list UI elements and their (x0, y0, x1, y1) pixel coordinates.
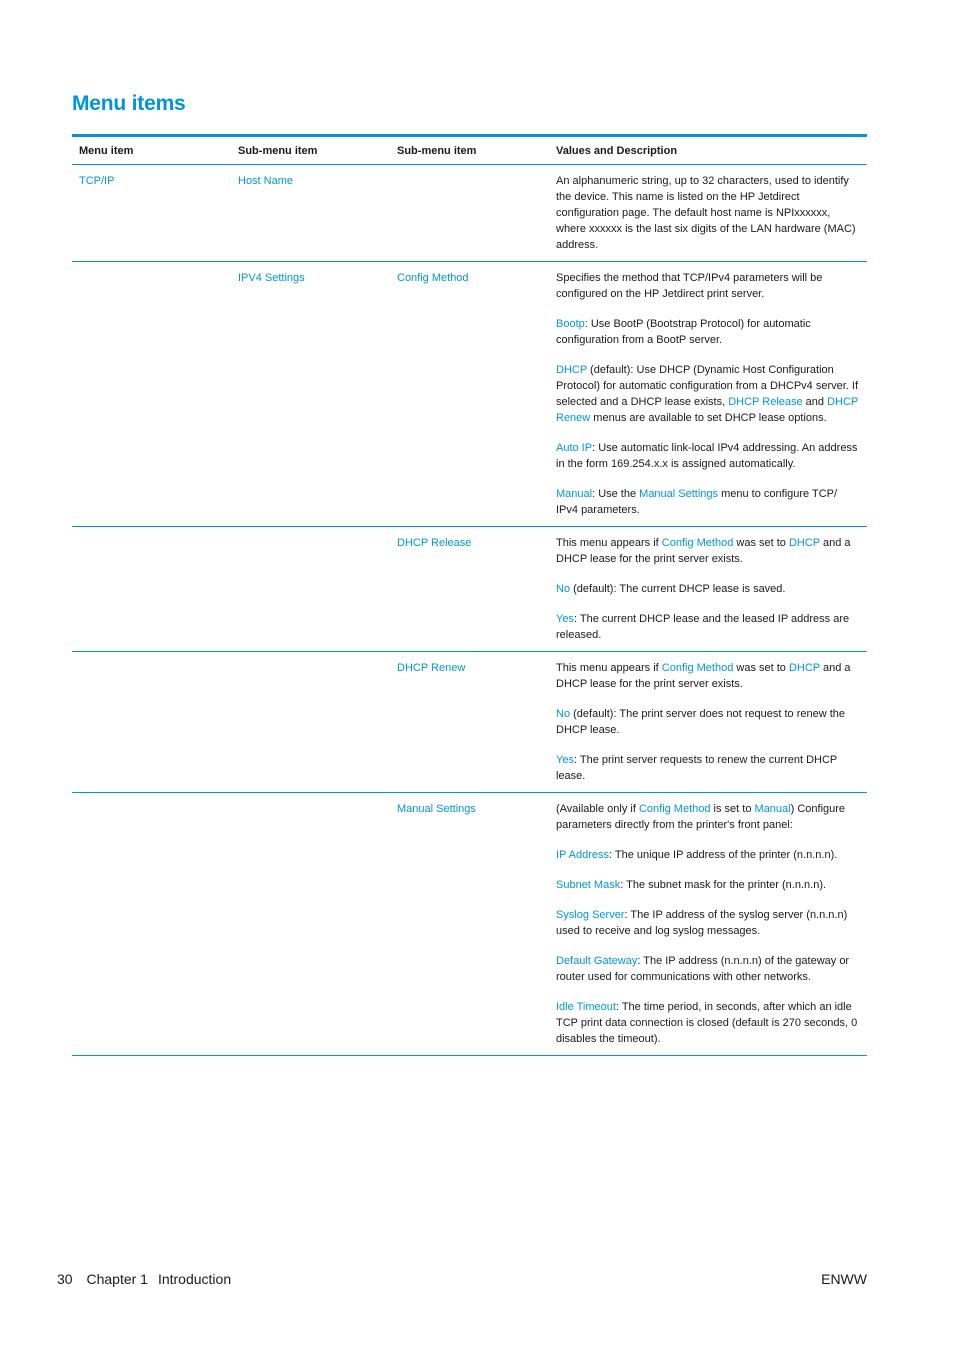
description-text: was set to (733, 662, 789, 674)
option-link[interactable]: DHCP (556, 364, 587, 376)
sub-menu-item-cell[interactable] (231, 270, 390, 518)
option-link[interactable]: Bootp (556, 318, 585, 330)
menu-item-cell[interactable] (72, 173, 231, 253)
description-text: : Use BootP (Bootstrap Protocol) for automatic configuration from a BootP server. (556, 318, 811, 346)
header-menu-item: Menu item (79, 144, 134, 157)
option-link[interactable]: Idle Timeout (556, 1001, 616, 1013)
description-text: : The unique IP address of the printer (n.n.n.n). (609, 849, 838, 861)
description-text: and (802, 396, 828, 408)
description-paragraph (556, 999, 861, 1047)
description-text: ) Configure parameters directly from the printer's front panel: (556, 803, 846, 831)
description-paragraph (556, 801, 861, 833)
header-values-description: Values and Description (556, 144, 678, 157)
description-paragraph (556, 486, 861, 518)
option-link[interactable]: Manual Settings (639, 488, 719, 500)
option-link[interactable]: Manual (556, 488, 593, 500)
option-link[interactable]: Yes (556, 613, 574, 625)
description-text: and a DHCP lease for the print server exists. (556, 537, 851, 565)
description-text: (default): The current DHCP lease is saved. (570, 583, 786, 595)
option-link[interactable]: DHCP Release (728, 396, 803, 408)
table-row (72, 165, 867, 262)
menu-item-cell (72, 535, 231, 643)
description-text: Specifies the method that TCP/IPv4 parameters will be configured on the HP Jetdirect print server. (556, 272, 823, 300)
sub-menu-item-cell (231, 660, 390, 784)
menu-item-cell (72, 270, 231, 518)
option-link[interactable]: Config Method (638, 803, 711, 815)
option-link[interactable]: Subnet Mask (556, 879, 621, 891)
description-paragraph (556, 660, 861, 692)
menu-link[interactable]: Host Name (238, 175, 294, 187)
header-sub-menu-item-2: Sub-menu item (397, 144, 477, 157)
description-paragraph (556, 173, 861, 253)
description-cell (549, 535, 867, 643)
option-link[interactable]: DHCP (788, 537, 820, 549)
description-text: : The print server requests to renew the current DHCP lease. (556, 754, 838, 782)
description-text: (default): Use DHCP (Dynamic Host Configuration Protocol) for automatic configuration from a DHCPv4 server. If selected and a DHCP lease exists, (556, 364, 859, 408)
option-link[interactable]: Manual (754, 803, 791, 815)
description-text: : The IP address of the syslog server (n.n.n.n) used to receive and log syslog messages. (556, 909, 848, 937)
description-paragraph (556, 907, 861, 939)
description-text: menus are available to set DHCP lease options. (590, 412, 827, 424)
option-link[interactable]: Default Gateway (556, 955, 638, 967)
menu-link[interactable]: Config Method (397, 272, 469, 284)
description-text: : The IP address (n.n.n.n) of the gateway or router used for communications with other networks. (556, 955, 850, 983)
chapter-label: Chapter 1 (86, 1271, 148, 1287)
description-text: : Use the (592, 488, 640, 500)
description-text: was set to (733, 537, 789, 549)
option-link[interactable]: Yes (556, 754, 574, 766)
description-text: This menu appears if (556, 537, 662, 549)
description-paragraph (556, 270, 861, 302)
description-text: (default): The print server does not request to renew the DHCP lease. (556, 708, 846, 736)
menu-link[interactable]: DHCP Renew (397, 662, 466, 674)
description-paragraph (556, 847, 861, 863)
description-cell (549, 270, 867, 518)
description-paragraph (556, 953, 861, 985)
table-row (72, 262, 867, 527)
option-link[interactable]: Config Method (661, 537, 734, 549)
sub-menu-item-cell (231, 801, 390, 1047)
description-paragraph (556, 362, 861, 426)
menu-item-cell (72, 801, 231, 1047)
option-link[interactable]: Auto IP (556, 442, 593, 454)
menu-link[interactable]: TCP/IP (79, 175, 115, 187)
locale-code: ENWW (821, 1271, 867, 1287)
description-paragraph (556, 877, 861, 893)
menu-item-cell (72, 660, 231, 784)
description-text: : The subnet mask for the printer (n.n.n.n). (620, 879, 827, 891)
page-footer (57, 1271, 867, 1287)
chapter-title: Introduction (157, 1271, 232, 1287)
description-text: This menu appears if (556, 662, 662, 674)
sub-menu-item-cell[interactable] (390, 660, 549, 784)
option-link[interactable]: DHCP (788, 662, 820, 674)
description-text: An alphanumeric string, up to 32 characters, used to identify the device. This name is listed on the HP Jetdirect configuration page. The default host name is NPIxxxxxx, where xxxxxx is the last six digits of the LAN hardware (MAC) address. (556, 175, 856, 251)
description-paragraph (556, 440, 861, 472)
table-row (72, 652, 867, 793)
menu-link[interactable]: Manual Settings (397, 803, 476, 815)
page-title: Menu items (72, 92, 186, 115)
description-text: : The time period, in seconds, after which an idle TCP print data connection is closed (default is 270 seconds, 0 disables the timeout). (556, 1001, 858, 1045)
option-link[interactable]: Syslog Server (556, 909, 625, 921)
sub-menu-item-cell (231, 535, 390, 643)
description-text: : Use automatic link-local IPv4 addressing. An address in the form 169.254.x.x is assigned automatically. (556, 442, 858, 470)
table-header (72, 134, 867, 165)
description-text: : The current DHCP lease and the leased IP address are released. (556, 613, 850, 641)
description-paragraph (556, 581, 861, 597)
description-paragraph (556, 752, 861, 784)
table-body (72, 165, 867, 1056)
description-cell (549, 801, 867, 1047)
description-text: menu to configure TCP/ IPv4 parameters. (556, 488, 838, 516)
option-link[interactable]: DHCP Renew (556, 396, 859, 424)
menu-link[interactable]: DHCP Release (397, 537, 472, 549)
option-link[interactable]: IP Address (556, 849, 609, 861)
description-paragraph (556, 611, 861, 643)
description-cell (549, 173, 867, 253)
menu-link[interactable]: IPV4 Settings (238, 272, 305, 284)
option-link[interactable]: No (556, 583, 571, 595)
menu-items-table (72, 134, 867, 1056)
description-paragraph (556, 706, 861, 738)
sub-menu-item-cell[interactable] (390, 270, 549, 518)
page-number: 30 (57, 1271, 73, 1287)
sub-menu-item-cell[interactable] (390, 535, 549, 643)
table-row (72, 793, 867, 1056)
sub-menu-item-cell (390, 173, 549, 253)
option-link[interactable]: Config Method (661, 662, 734, 674)
sub-menu-item-cell[interactable] (390, 801, 549, 1047)
table-row (72, 527, 867, 652)
header-sub-menu-item: Sub-menu item (238, 144, 318, 157)
option-link[interactable]: No (556, 708, 571, 720)
description-paragraph (556, 535, 861, 567)
description-text: is set to (710, 803, 755, 815)
description-text: (Available only if (556, 803, 639, 815)
description-text: and a DHCP lease for the print server exists. (556, 662, 851, 690)
sub-menu-item-cell[interactable] (231, 173, 390, 253)
description-cell (549, 660, 867, 784)
description-paragraph (556, 316, 861, 348)
